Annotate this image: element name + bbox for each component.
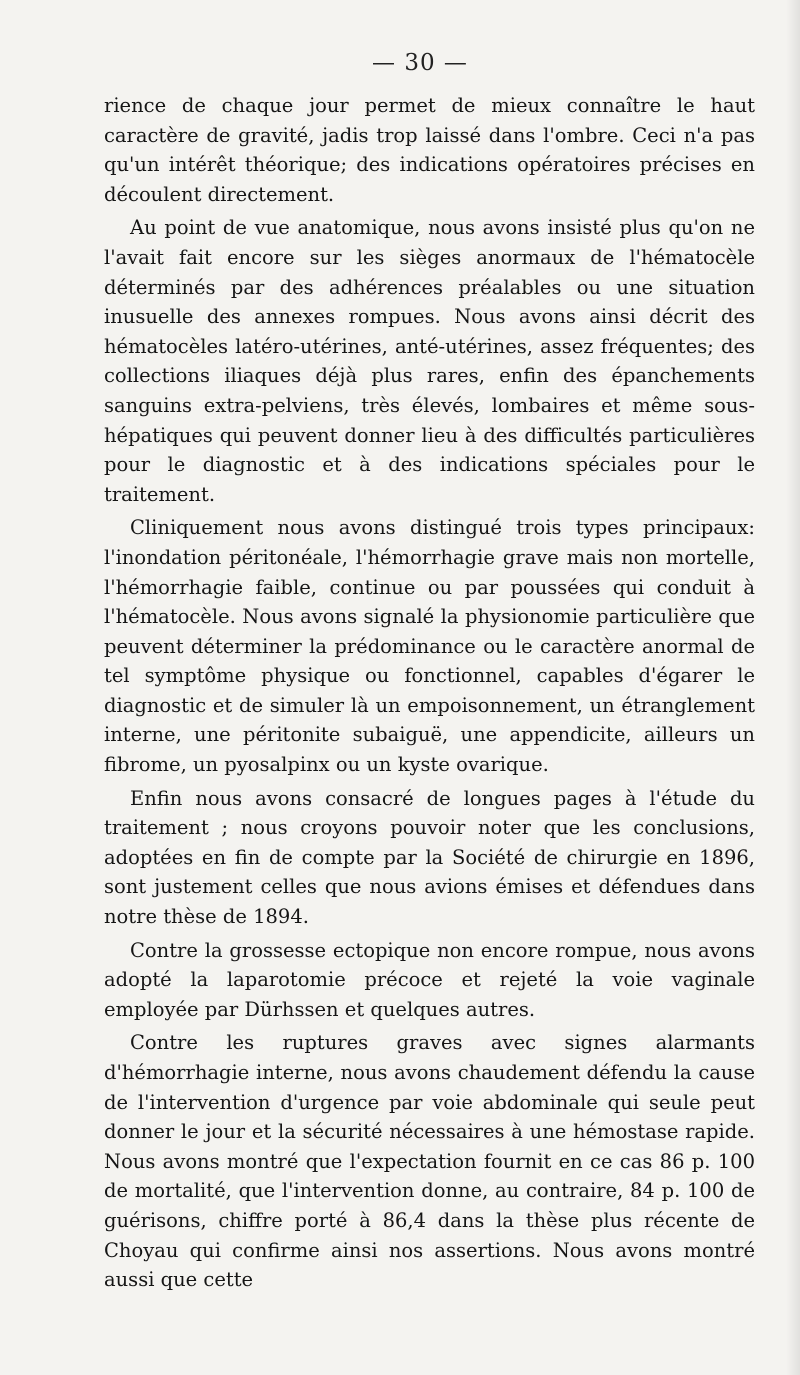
paragraph-2: Au point de vue anatomique, nous avons insisté plus qu'on ne l'avait fait encore sur les sièges anormaux de l'hématocèle déterminés par des adhérences préalables ou une situation inusuelle des annexes rompues. Nous avons ainsi décrit des hématocèles latéro-utérines, anté-utérines, assez fréquentes; des collections iliaques déjà plus rares, enfin des épanchements sanguins extra-pelviens, très élevés, lombaires et même sous-hépatiques qui peuvent donner lieu à des difficultés particulières pour le diagnostic et à des indications spéciales pour le traitement.	[104, 216, 755, 506]
page-edge-shadow	[786, 0, 800, 1375]
paragraph-1: rience de chaque jour permet de mieux connaître le haut caractère de gravité, jadis trop laissé dans l'ombre. Ceci n'a pas qu'un intérêt théorique; des indications opératoires précises en découlent directement.	[104, 94, 755, 206]
paragraph-6: Contre les ruptures graves avec signes alarmants d'hémorrhagie interne, nous avons chaudement défendu la cause de l'intervention d'urgence par voie abdominale qui seule peut donner le jour et la sécurité nécessaires à une hémostase rapide. Nous avons montré que l'expectation fournit en ce cas 86 p. 100 de mortalité, que l'intervention donne, au contraire, 84 p. 100 de guérisons, chiffre porté à 86,4 dans la thèse plus récente de Choyau qui confirme ainsi nos assertions. Nous avons montré aussi que cette	[104, 1031, 755, 1292]
paragraph-4: Enfin nous avons consacré de longues pages à l'étude du traitement ; nous croyons pouvoir noter que les conclusions, adoptées en fin de compte par la Société de chirurgie en 1896, sont justement celles que nous avions émises et défendues dans notre thèse de 1894.	[104, 786, 755, 929]
page-body	[104, 91, 755, 1299]
paragraph-3: Cliniquement nous avons distingué trois types principaux: l'inondation péritonéale, l'hémorrhagie grave mais non mortelle, l'hémorrhagie faible, continue ou par poussées qui conduit à l'hématocèle. Nous avons signalé la physionomie particulière que peuvent déterminer la prédominance ou le caractère anormal de tel symptôme physique ou fonctionnel, capables d'égarer le diagnostic et de simuler là un empoisonnement, un étranglement interne, une péritonite subaiguë, une appendicite, ailleurs un fibrome, un pyosalpinx ou un kyste ovarique.	[104, 516, 755, 777]
paragraph-5: Contre la grossesse ectopique non encore rompue, nous avons adopté la laparotomie précoce et rejeté la voie vaginale employée par Dürhssen et quelques autres.	[104, 938, 755, 1021]
page-number: — 30 —	[372, 50, 468, 76]
